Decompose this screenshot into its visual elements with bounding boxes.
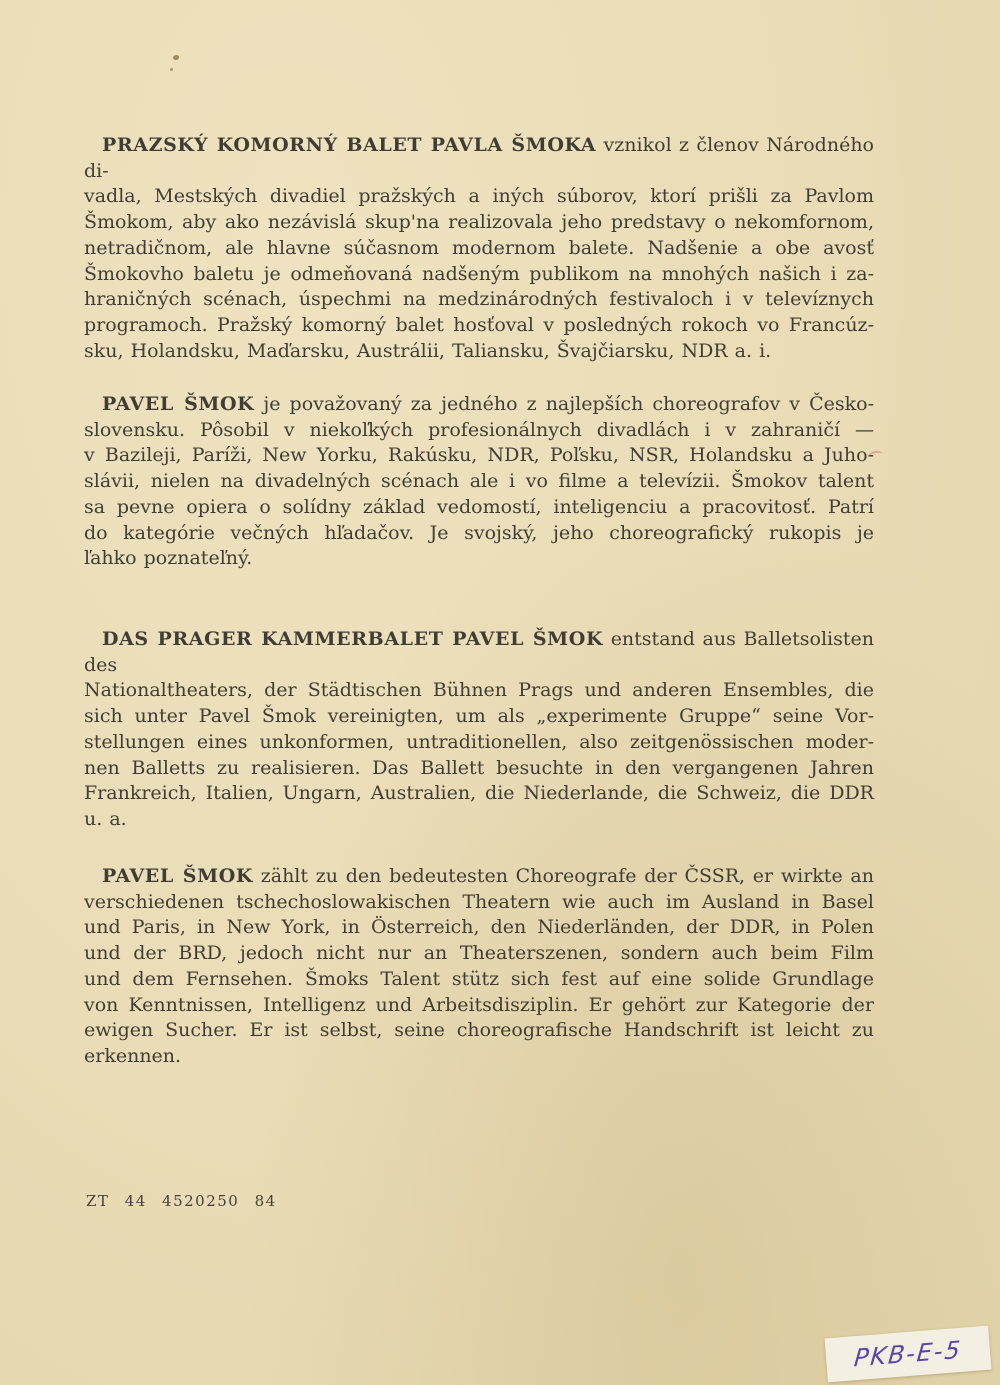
text-line: nen Balletts zu realisieren. Das Ballett besuchte in den vergangenen Jahren xyxy=(84,756,874,779)
text-line: vadla, Mestských divadiel pražských a iných súborov, ktorí prišli za Pavlom xyxy=(84,185,874,208)
paragraph-lead: PAVEL ŠMOK xyxy=(102,393,255,415)
text-line: Nationaltheaters, der Städtischen Bühnen Prags und anderen Ensembles, die xyxy=(84,679,874,702)
text-line: Frankreich, Italien, Ungarn, Australien, die Niederlande, die Schweiz, die DDR xyxy=(84,782,874,805)
text-line: slávii, nielen na divadelných scénach ale i vo filme a televízii. Šmokov talent xyxy=(84,470,874,493)
text-line: ľahko poznateľný. xyxy=(84,547,253,570)
paragraph-lead: PRAZSKÝ KOMORNÝ BALET PAVLA ŠMOKA xyxy=(102,134,597,156)
text-line: programoch. Pražský komorný balet hosťoval v posledných rokoch vo Francúz- xyxy=(84,313,874,336)
paragraph-slovak-pavel-smok xyxy=(84,392,874,572)
text-line: do kategórie večných hľadačov. Je svojský, jeho choreografický rukopis je xyxy=(84,521,874,544)
paragraph-german-ensemble xyxy=(84,627,874,833)
text-line: ewigen Sucher. Er ist selbst, seine choreografische Handschrift ist leicht zu xyxy=(84,1019,874,1042)
text-line: hraničných scénach, úspechmi na medzinárodných festivaloch i v televíznych xyxy=(84,288,874,311)
text-line: stellungen eines unkonformen, untraditionellen, also zeitgenössischen moder- xyxy=(84,730,874,753)
text-line: slovensku. Pôsobil v niekoľkých profesionálnych divadlách i v zahraničí — xyxy=(84,418,874,441)
paper-speck xyxy=(173,55,179,60)
archive-label-sticker xyxy=(825,1326,992,1383)
text-line: netradičnom, ale hlavne súčasnom modernom balete. Nadšenie a obe avosť xyxy=(84,236,874,259)
text-line: PAVEL ŠMOK je považovaný za jedného z najlepších choreografov v Česko- xyxy=(102,393,874,415)
text-line: und der BRD, jedoch nicht nur an Theaterszenen, sondern auch beim Film xyxy=(84,942,874,965)
text-line: sku, Holandsku, Maďarsku, Austrálii, Taliansku, Švajčiarsku, NDR a. i. xyxy=(84,339,772,362)
text-line: von Kenntnissen, Intelligenz und Arbeitsdisziplin. Er gehört zur Kategorie der xyxy=(84,993,874,1016)
text-line: verschiedenen tschechoslowakischen Theatern wie auch im Ausland in Basel xyxy=(84,890,874,913)
text-line: sich unter Pavel Šmok vereinigten, um als „experimente Gruppe“ seine Vor- xyxy=(84,705,874,728)
paper-speck xyxy=(170,68,173,71)
paragraph-lead: DAS PRAGER KAMMERBALET PAVEL ŠMOK xyxy=(102,628,604,650)
paragraph-german-pavel-smok xyxy=(84,864,874,1070)
text-line: erkennen. xyxy=(84,1044,182,1067)
text-line: u. a. xyxy=(84,807,127,830)
text-line: DAS PRAGER KAMMERBALET PAVEL ŠMOK entstand aus Balletsolisten des xyxy=(84,628,874,676)
text-line: und Paris, in New York, in Österreich, den Niederländen, der DDR, in Polen xyxy=(84,916,874,939)
text-line: PRAZSKÝ KOMORNÝ BALET PAVLA ŠMOKA vznikol z členov Národného di- xyxy=(84,134,874,182)
paragraph-lead: PAVEL ŠMOK xyxy=(102,865,253,887)
text-line: Šmokovho baletu je odmeňovaná nadšeným publikom na mnohých našich i za- xyxy=(84,262,874,285)
imprint-code: ZT 44 4520250 84 xyxy=(86,1192,277,1210)
text-line: sa pevne opiera o solídny základ vedomostí, inteligenciu a pracovitosť. Patrí xyxy=(84,495,874,518)
archive-label-handwriting: PKB-E-5 xyxy=(852,1335,964,1373)
text-line: Šmokom, aby ako nezávislá skup'na realizovala jeho predstavy o nekomfornom, xyxy=(84,211,874,234)
text-line: v Bazileji, Paríži, New Yorku, Rakúsku, NDR, Poľsku, NSR, Holandsku a Juho- xyxy=(84,444,874,467)
paragraph-slovak-ensemble xyxy=(84,133,874,364)
text-line: und dem Fernsehen. Šmoks Talent stütz sich fest auf eine solide Grundlage xyxy=(84,967,874,990)
text-line: PAVEL ŠMOK zählt zu den bedeutesten Choreografe der ČSSR, er wirkte an xyxy=(102,865,874,887)
